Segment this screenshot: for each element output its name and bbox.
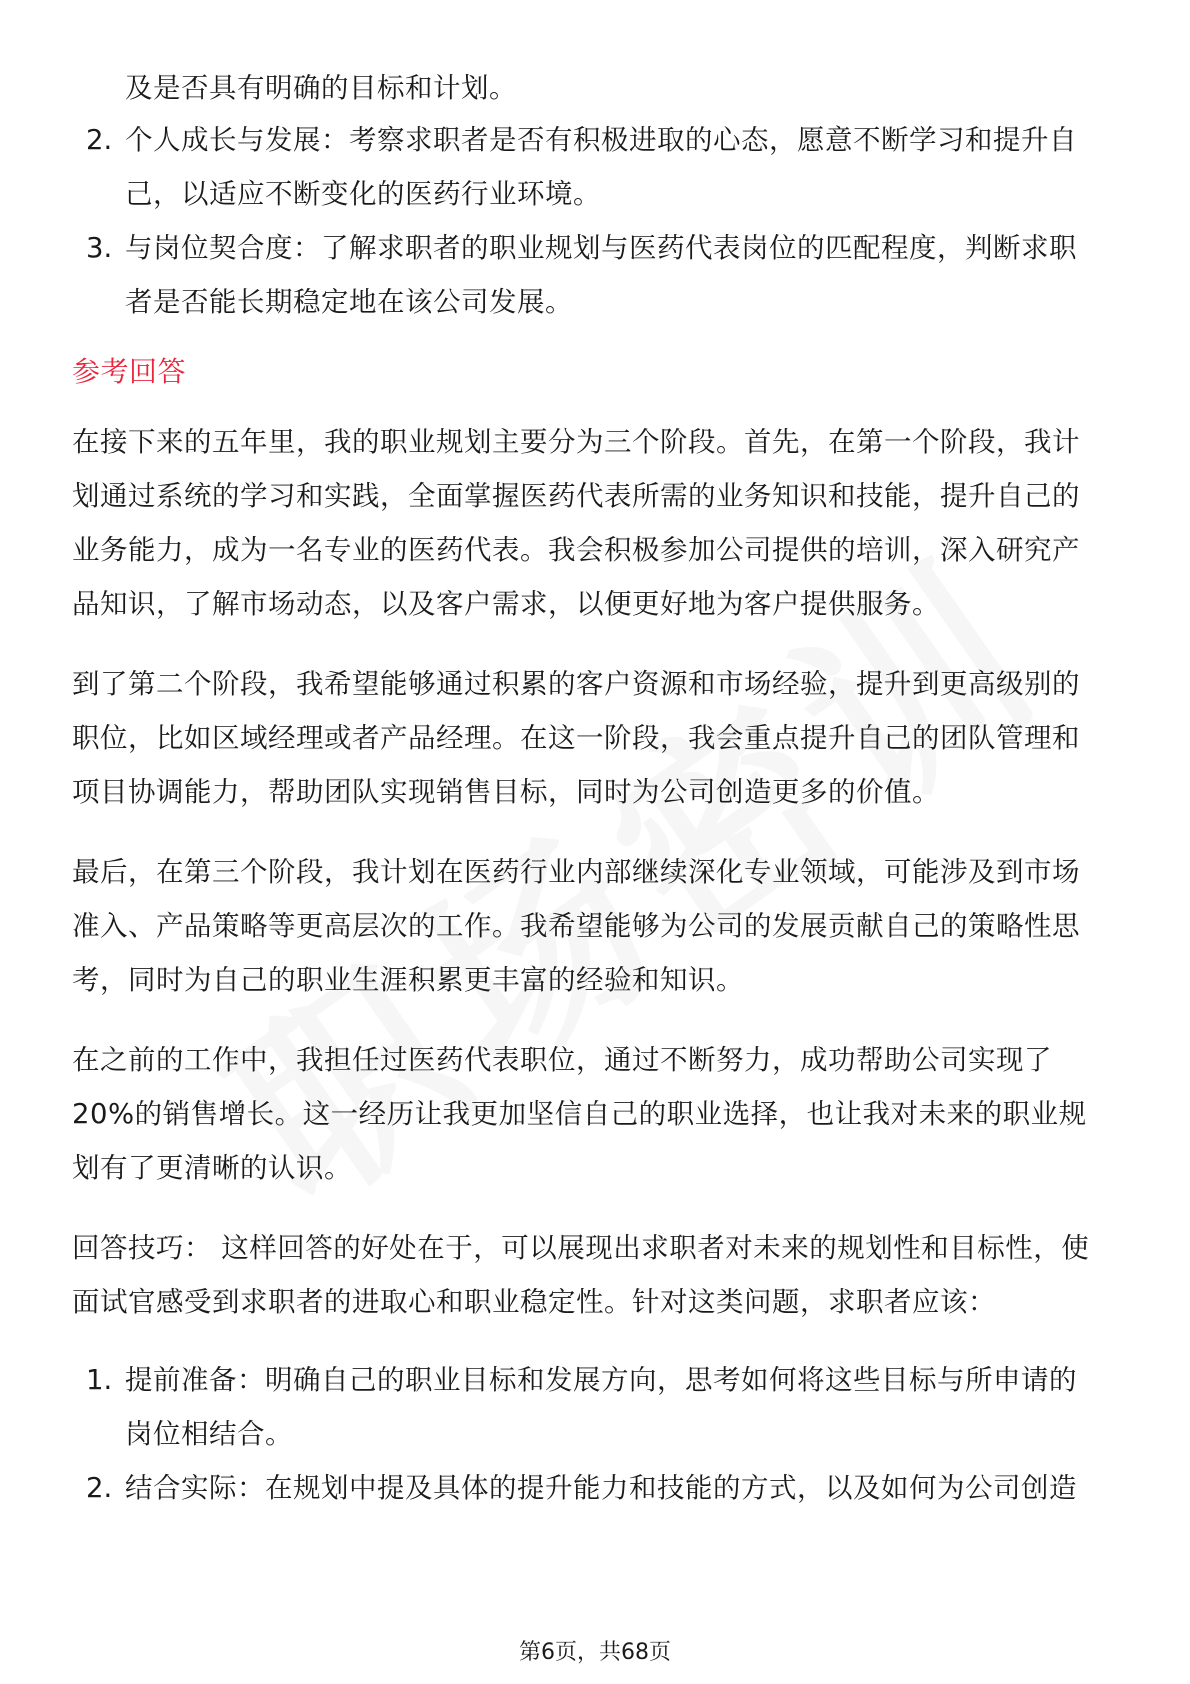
paragraph-line: 回答技巧： 这样回答的好处在于，可以展现出求职者对未来的规划性和目标性，使	[72, 1232, 1090, 1264]
list-item-number: 2.	[86, 124, 113, 156]
list-item-line: 个人成长与发展：考察求职者是否有积极进取的心态，愿意不断学习和提升自	[125, 124, 1077, 156]
list-item-line: 结合实际：在规划中提及具体的提升能力和技能的方式，以及如何为公司创造	[125, 1472, 1077, 1504]
list-item-continuation: 及是否具有明确的目标和计划。	[125, 72, 517, 104]
list-item-number: 2.	[86, 1472, 113, 1504]
list-item-number: 3.	[86, 232, 113, 264]
list-item-line: 岗位相结合。	[125, 1418, 293, 1450]
paragraph-line: 项目协调能力，帮助团队实现销售目标，同时为公司创造更多的价值。	[72, 776, 940, 808]
paragraph-line: 业务能力，成为一名专业的医药代表。我会积极参加公司提供的培训，深入研究产	[72, 534, 1080, 566]
paragraph-line: 到了第二个阶段，我希望能够通过积累的客户资源和市场经验，提升到更高级别的	[72, 668, 1080, 700]
paragraph-line: 在接下来的五年里，我的职业规划主要分为三个阶段。首先，在第一个阶段，我计	[72, 426, 1080, 458]
page-number: 第6页，共68页	[519, 1640, 671, 1665]
paragraph-line: 品知识，了解市场动态，以及客户需求，以便更好地为客户提供服务。	[72, 588, 940, 620]
paragraph-line: 在之前的工作中，我担任过医药代表职位，通过不断努力，成功帮助公司实现了	[72, 1044, 1052, 1076]
paragraph-line: 划通过系统的学习和实践，全面掌握医药代表所需的业务知识和技能，提升自己的	[72, 480, 1080, 512]
paragraph-line: 职位，比如区域经理或者产品经理。在这一阶段，我会重点提升自己的团队管理和	[72, 722, 1080, 754]
list-item-line: 与岗位契合度：了解求职者的职业规划与医药代表岗位的匹配程度，判断求职	[125, 232, 1077, 264]
paragraph-line: 考，同时为自己的职业生涯积累更丰富的经验和知识。	[72, 964, 744, 996]
paragraph-line: 面试官感受到求职者的进取心和职业稳定性。针对这类问题，求职者应该：	[72, 1286, 996, 1318]
list-item-number: 1.	[86, 1364, 113, 1396]
list-item-line: 者是否能长期稳定地在该公司发展。	[125, 286, 573, 318]
paragraph-line: 划有了更清晰的认识。	[72, 1152, 352, 1184]
section-heading: 参考回答	[72, 355, 187, 388]
paragraph-line: 20%的销售增长。这一经历让我更加坚信自己的职业选择，也让我对未来的职业规	[72, 1098, 1087, 1130]
paragraph-line: 准入、产品策略等更高层次的工作。我希望能够为公司的发展贡献自己的策略性思	[72, 910, 1080, 942]
list-item-line: 提前准备：明确自己的职业目标和发展方向，思考如何将这些目标与所申请的	[125, 1364, 1077, 1396]
paragraph-line: 最后，在第三个阶段，我计划在医药行业内部继续深化专业领域，可能涉及到市场	[72, 856, 1080, 888]
list-item-line: 己，以适应不断变化的医药行业环境。	[125, 178, 601, 210]
